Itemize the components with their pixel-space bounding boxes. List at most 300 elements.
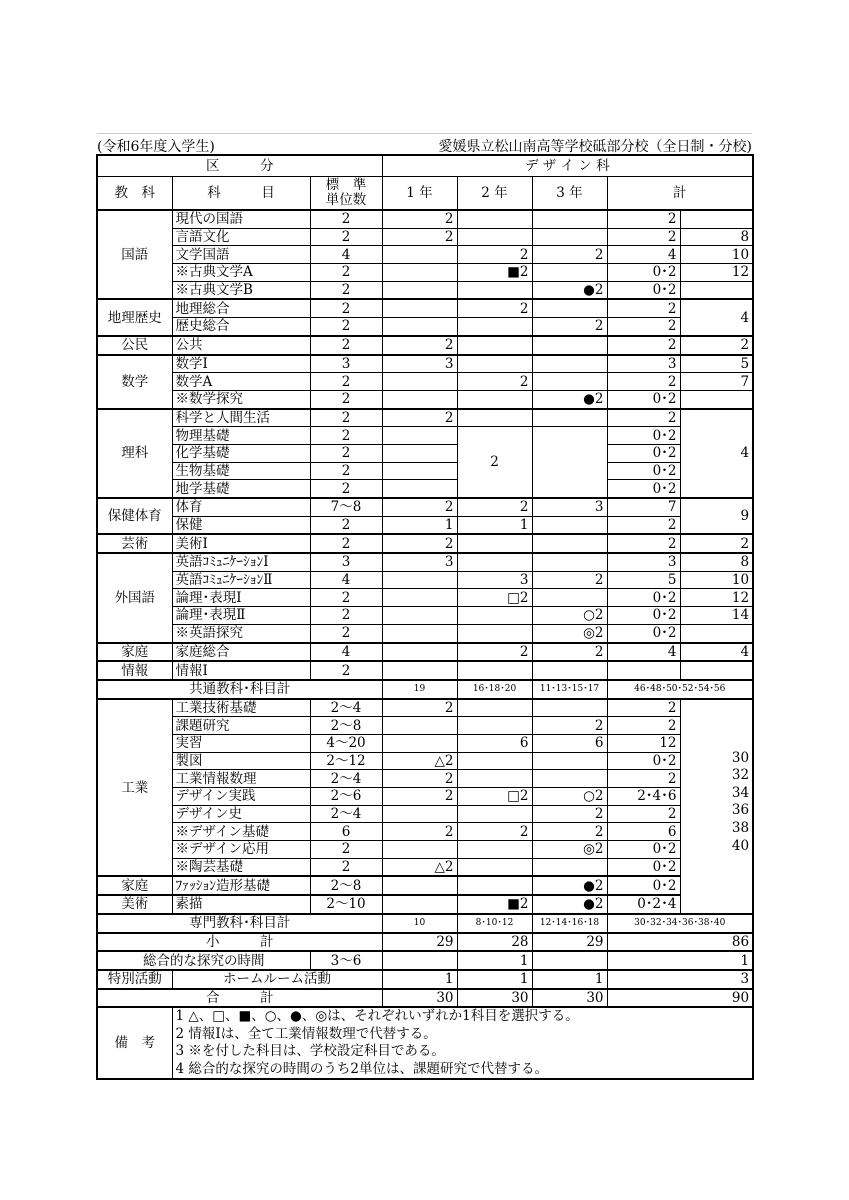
table-row — [97, 228, 753, 246]
year1-units — [382, 589, 457, 607]
subject-name: 科学と人間生活 — [172, 409, 310, 427]
table-row — [97, 462, 753, 480]
year3-units: 2 — [532, 571, 607, 589]
subtotal-label: 小 計 — [97, 933, 382, 952]
year2-units: 1 — [457, 516, 532, 534]
total-units: 2 — [607, 805, 680, 823]
year2-units — [457, 858, 532, 876]
year2-units — [457, 336, 532, 355]
subject-name: 英語ｺﾐｭﾆｹｰｼｮﾝⅠ — [172, 553, 310, 571]
year2-units — [457, 699, 532, 717]
total-units: 4 — [607, 246, 680, 264]
year1-units: 2 — [382, 770, 457, 788]
year3-units — [532, 299, 607, 317]
table-row — [97, 805, 753, 823]
standard-units: 2～10 — [310, 895, 382, 914]
total-units: 2 — [607, 770, 680, 788]
standard-units: 2～8 — [310, 717, 382, 735]
standard-units: 2 — [310, 264, 382, 282]
year2-units: 6 — [457, 734, 532, 752]
subject-name: デザイン史 — [172, 805, 310, 823]
standard-units: 6 — [310, 823, 382, 841]
inquiry-y1 — [382, 951, 457, 970]
total-units: 2 — [607, 373, 680, 391]
table-row — [97, 553, 753, 571]
subject-category: 美術 — [97, 895, 172, 914]
standard-units: 2 — [310, 858, 382, 876]
inquiry-y3 — [532, 951, 607, 970]
inquiry-row — [97, 951, 753, 970]
total-units: 7 — [607, 498, 680, 516]
table-row — [97, 246, 753, 264]
common-total-label: 共通教科･科目計 — [97, 680, 382, 699]
subject-name: 英語ｺﾐｭﾆｹｰｼｮﾝⅡ — [172, 571, 310, 589]
year2-units — [457, 409, 532, 427]
grand-total-sum: 90 — [607, 989, 753, 1008]
year1-units — [382, 841, 457, 859]
table-row — [97, 373, 753, 391]
standard-units: 2 — [310, 409, 382, 427]
total-units: 0･2 — [607, 607, 680, 625]
subject-name: 数学A — [172, 373, 310, 391]
table-row — [97, 534, 753, 553]
year3-units: ●2 — [532, 390, 607, 408]
year1-units: 2 — [382, 699, 457, 717]
remark-line: 4 総合的な探究の時間のうち2単位は、課題研究で代替する。 — [175, 1060, 548, 1077]
subject-name: ﾌｧｯｼｮﾝ造形基礎 — [172, 876, 310, 895]
remarks-label: 備 考 — [97, 1007, 172, 1079]
page-header — [97, 133, 752, 154]
total-units: 2･4･6 — [607, 788, 680, 806]
total-units: 0･2 — [607, 444, 680, 462]
standard-units: 2 — [310, 624, 382, 642]
subject-name: ※英語探究 — [172, 624, 310, 642]
special-activity-y2: 1 — [457, 970, 532, 989]
total-units: 2 — [607, 228, 680, 246]
total-units: 2 — [607, 717, 680, 735]
subject-name: 化学基礎 — [172, 444, 310, 462]
subject-name: 生物基礎 — [172, 462, 310, 480]
special-activity-sum: 3 — [607, 970, 753, 989]
year2-units: □2 — [457, 788, 532, 806]
category-sum: 2 — [680, 336, 753, 355]
subtotal-y3: 29 — [532, 933, 607, 952]
total-units: 0･2 — [607, 858, 680, 876]
grand-total-label: 合 計 — [97, 989, 382, 1008]
category-sum: 8 — [680, 553, 753, 571]
year2-units — [457, 752, 532, 770]
year3-units: 6 — [532, 734, 607, 752]
subject-name: 体育 — [172, 498, 310, 516]
subject-name: 保健 — [172, 516, 310, 534]
standard-units: 3 — [310, 553, 382, 571]
subject-name: 素描 — [172, 895, 310, 914]
common-total-sum: 46･48･50･52･54･56 — [607, 680, 753, 699]
remarks-text — [172, 1007, 753, 1079]
subtotal-y1: 29 — [382, 933, 457, 952]
subject-name: 地理総合 — [172, 299, 310, 317]
standard-units: 4～20 — [310, 734, 382, 752]
table-row — [97, 355, 753, 373]
year1-header: 1 年 — [382, 177, 457, 211]
year2-units: 2 — [457, 643, 532, 662]
year1-units — [382, 246, 457, 264]
total-units: 0･2･4 — [607, 895, 680, 914]
year3-units: 2 — [532, 643, 607, 662]
table-row — [97, 734, 753, 752]
category-sum: 10 — [680, 246, 753, 264]
special-activity-row — [97, 970, 753, 989]
standard-units: 2 — [310, 336, 382, 355]
table-row — [97, 210, 753, 228]
year2-units — [457, 661, 532, 680]
year3-units: ●2 — [532, 895, 607, 914]
subject-name: 製図 — [172, 752, 310, 770]
subject-category: 情報 — [97, 661, 172, 680]
year2-units: 2 — [457, 373, 532, 391]
year1-units — [382, 876, 457, 895]
year1-units — [382, 264, 457, 282]
year1-units: △2 — [382, 752, 457, 770]
year1-units: 2 — [382, 788, 457, 806]
year3-units — [532, 752, 607, 770]
year1-units — [382, 444, 457, 462]
total-units: 0･2 — [607, 264, 680, 282]
subject-name: 情報Ⅰ — [172, 661, 310, 680]
standard-units: 2 — [310, 318, 382, 336]
year3-units — [532, 770, 607, 788]
table-row — [97, 571, 753, 589]
subject-name: ※古典文学B — [172, 281, 310, 299]
total-units: 2 — [607, 336, 680, 355]
year2-units: 2 — [457, 823, 532, 841]
total-units: 6 — [607, 823, 680, 841]
standard-units: 2 — [310, 373, 382, 391]
kubun-header: 区 分 — [97, 155, 382, 177]
year2-units — [457, 281, 532, 299]
year3-units: ○2 — [532, 607, 607, 625]
category-sum: 2 — [680, 534, 753, 553]
remark-line: 1 △、□、■、○、●、◎は、それぞれいずれか1科目を選択する。 — [175, 1008, 579, 1025]
category-sum-value: 38 — [731, 819, 750, 836]
standard-units: 2 — [310, 589, 382, 607]
category-sum: 7 — [680, 373, 753, 391]
special-activity-category: 特別活動 — [97, 970, 172, 989]
year1-units — [382, 480, 457, 498]
year2-units — [457, 770, 532, 788]
standard-units: 4 — [310, 571, 382, 589]
year2-units: 3 — [457, 571, 532, 589]
subject-category: 工業 — [97, 699, 172, 877]
enrollment-year: (令和6年度入学生) — [97, 139, 215, 155]
year2-units — [457, 876, 532, 895]
special-total-y2: 8･10･12 — [457, 914, 532, 933]
curriculum-table — [96, 154, 754, 1080]
year2-units — [457, 390, 532, 408]
standard-units: 2～12 — [310, 752, 382, 770]
category-sum: 4 — [680, 299, 753, 335]
year3-units — [532, 373, 607, 391]
subject-name: ※古典文学A — [172, 264, 310, 282]
total-units: 0･2 — [607, 480, 680, 498]
total-units: 12 — [607, 734, 680, 752]
category-sum: 10 — [680, 571, 753, 589]
special-total-y1: 10 — [382, 914, 457, 933]
category-sum: 4 — [680, 409, 753, 498]
year3-units — [532, 516, 607, 534]
year3-units: 2 — [532, 318, 607, 336]
total-units: 0･2 — [607, 624, 680, 642]
standard-units: 2 — [310, 228, 382, 246]
year3-units — [532, 409, 607, 427]
category-sum: 9 — [680, 498, 753, 534]
subject-name: 課題研究 — [172, 717, 310, 735]
year2-units: ■2 — [457, 895, 532, 914]
year1-units — [382, 427, 457, 445]
year3-units: ◎2 — [532, 841, 607, 859]
subject-category: 芸術 — [97, 534, 172, 553]
standard-units-header: 標 準 単位数 — [310, 177, 382, 211]
year3-units — [532, 589, 607, 607]
table-head — [97, 155, 753, 210]
kyouka-header: 教 科 — [97, 177, 172, 211]
subject-category: 公民 — [97, 336, 172, 355]
table-row — [97, 480, 753, 498]
grand-total-y2: 30 — [457, 989, 532, 1008]
year2-header: 2 年 — [457, 177, 532, 211]
year1-units: 3 — [382, 355, 457, 373]
subject-name: ※デザイン基礎 — [172, 823, 310, 841]
table-row — [97, 643, 753, 662]
subtotal-y2: 28 — [457, 933, 532, 952]
common-total-y1: 19 — [382, 680, 457, 699]
table-row — [97, 607, 753, 625]
standard-units: 2 — [310, 444, 382, 462]
year1-units: 2 — [382, 409, 457, 427]
year2-units: ■2 — [457, 264, 532, 282]
year1-units — [382, 571, 457, 589]
year3-units — [532, 427, 607, 498]
year3-units: 2 — [532, 823, 607, 841]
year2-units — [457, 534, 532, 553]
category-sum: 4 — [680, 643, 753, 662]
standard-units: 2 — [310, 210, 382, 228]
total-units: 0･2 — [607, 281, 680, 299]
year3-units — [532, 553, 607, 571]
subject-name: デザイン実践 — [172, 788, 310, 806]
standard-units: 2 — [310, 299, 382, 317]
year2-units — [457, 553, 532, 571]
year3-units: ○2 — [532, 788, 607, 806]
common-total-y3: 11･13･15･17 — [532, 680, 607, 699]
year3-units: 2 — [532, 246, 607, 264]
subject-name: 現代の国語 — [172, 210, 310, 228]
category-sum: 8 — [680, 228, 753, 246]
year1-units — [382, 281, 457, 299]
subject-category: 家庭 — [97, 643, 172, 662]
category-sum-value: 30 — [731, 749, 750, 766]
year1-units — [382, 318, 457, 336]
subject-category: 保健体育 — [97, 498, 172, 534]
grand-total-row — [97, 989, 753, 1008]
standard-units: 2 — [310, 607, 382, 625]
year1-units: 2 — [382, 498, 457, 516]
total-units: 2 — [607, 534, 680, 553]
subject-name: ※デザイン応用 — [172, 841, 310, 859]
year1-units — [382, 390, 457, 408]
table-row — [97, 876, 753, 895]
subject-name: ※陶芸基礎 — [172, 858, 310, 876]
table-row — [97, 699, 753, 717]
year1-units — [382, 734, 457, 752]
standard-units: 2 — [310, 516, 382, 534]
total-units: 0･2 — [607, 462, 680, 480]
year1-units — [382, 624, 457, 642]
subject-name: 論理･表現Ⅰ — [172, 589, 310, 607]
subject-category: 国語 — [97, 210, 172, 299]
school-name: 愛媛県立松山南高等学校砥部分校（全日制・分校) — [438, 139, 752, 155]
category-sum — [680, 281, 753, 299]
standard-units: 2～6 — [310, 788, 382, 806]
year3-units — [532, 264, 607, 282]
subject-name: 工業技術基礎 — [172, 699, 310, 717]
table-row — [97, 661, 753, 680]
table-row — [97, 390, 753, 408]
special-total-row — [97, 914, 753, 933]
year2-units — [457, 624, 532, 642]
year2-units — [457, 805, 532, 823]
subject-category: 理科 — [97, 409, 172, 498]
table-row — [97, 717, 753, 735]
total-units: 2 — [607, 299, 680, 317]
year2-units: □2 — [457, 589, 532, 607]
year2-units — [457, 607, 532, 625]
total-units: 5 — [607, 571, 680, 589]
subject-category: 外国語 — [97, 553, 172, 642]
year1-units — [382, 607, 457, 625]
grand-total-y1: 30 — [382, 989, 457, 1008]
subject-name: 家庭総合 — [172, 643, 310, 662]
total-units: 3 — [607, 553, 680, 571]
inquiry-y2: 1 — [457, 951, 532, 970]
standard-units: 2 — [310, 661, 382, 680]
year3-units: ●2 — [532, 281, 607, 299]
standard-units: 2 — [310, 390, 382, 408]
year2-units — [457, 228, 532, 246]
year3-units: ◎2 — [532, 624, 607, 642]
category-sum: 14 — [680, 607, 753, 625]
standard-units: 2～4 — [310, 699, 382, 717]
table-row — [97, 336, 753, 355]
table-row — [97, 498, 753, 516]
table-row — [97, 299, 753, 317]
category-sum — [680, 699, 753, 914]
year3-units — [532, 534, 607, 553]
year1-units: △2 — [382, 858, 457, 876]
total-units: 2 — [607, 699, 680, 717]
department-header: デ ザ イ ン 科 — [382, 155, 753, 177]
year2-units: 2 — [457, 498, 532, 516]
total-units: 2 — [607, 318, 680, 336]
standard-units: 2 — [310, 427, 382, 445]
category-sum: 5 — [680, 355, 753, 373]
year1-units: 3 — [382, 553, 457, 571]
standard-units: 7～8 — [310, 498, 382, 516]
subject-name: 歴史総合 — [172, 318, 310, 336]
year1-units — [382, 805, 457, 823]
year2-units: 2 — [457, 299, 532, 317]
year2-units: 2 — [457, 246, 532, 264]
category-sum-value: 40 — [731, 837, 750, 854]
year1-units — [382, 643, 457, 662]
grand-total-y3: 30 — [532, 989, 607, 1008]
category-sum-value: 36 — [731, 802, 750, 819]
table-row — [97, 823, 753, 841]
year1-units: 2 — [382, 336, 457, 355]
total-units: 0･2 — [607, 390, 680, 408]
standard-units: 2 — [310, 841, 382, 859]
year3-header: 3 年 — [532, 177, 607, 211]
year3-units — [532, 336, 607, 355]
subtotal-sum: 86 — [607, 933, 753, 952]
total-header: 計 — [607, 177, 753, 211]
category-sum-value: 32 — [731, 767, 750, 784]
year2-units — [457, 717, 532, 735]
table-row — [97, 841, 753, 859]
standard-units: 4 — [310, 643, 382, 662]
year3-units — [532, 661, 607, 680]
year3-units — [532, 355, 607, 373]
subject-name: 文学国語 — [172, 246, 310, 264]
total-units: 0･2 — [607, 752, 680, 770]
standard-units: 2～8 — [310, 876, 382, 895]
total-units: 3 — [607, 355, 680, 373]
subject-name: 実習 — [172, 734, 310, 752]
year1-units: 2 — [382, 534, 457, 553]
table-row — [97, 589, 753, 607]
year3-units — [532, 858, 607, 876]
total-units: 0･2 — [607, 876, 680, 895]
standard-units: 4 — [310, 246, 382, 264]
year1-units — [382, 661, 457, 680]
subject-name: 数学Ⅰ — [172, 355, 310, 373]
year3-units: 2 — [532, 717, 607, 735]
common-total-row — [97, 680, 753, 699]
table-row — [97, 427, 753, 445]
total-units — [607, 661, 680, 680]
inquiry-sum: 1 — [607, 951, 753, 970]
standard-units: 2～4 — [310, 770, 382, 788]
remark-line: 2 情報Ⅰは、全て工業情報数理で代替する。 — [175, 1025, 437, 1042]
table-row — [97, 752, 753, 770]
special-activity-y3: 1 — [532, 970, 607, 989]
total-units: 0･2 — [607, 427, 680, 445]
subject-name: 公共 — [172, 336, 310, 355]
year2-units — [457, 210, 532, 228]
subject-name: 論理･表現Ⅱ — [172, 607, 310, 625]
year1-units: 1 — [382, 516, 457, 534]
inquiry-standard: 3～6 — [310, 951, 382, 970]
remark-line: 3 ※を付した科目は、学校設定科目である。 — [175, 1043, 445, 1060]
special-total-y3: 12･14･16･18 — [532, 914, 607, 933]
subtotal-row — [97, 933, 753, 952]
year3-units — [532, 228, 607, 246]
table-row — [97, 281, 753, 299]
total-units: 4 — [607, 643, 680, 662]
year1-units: 2 — [382, 210, 457, 228]
subject-category: 家庭 — [97, 876, 172, 895]
year3-units — [532, 699, 607, 717]
